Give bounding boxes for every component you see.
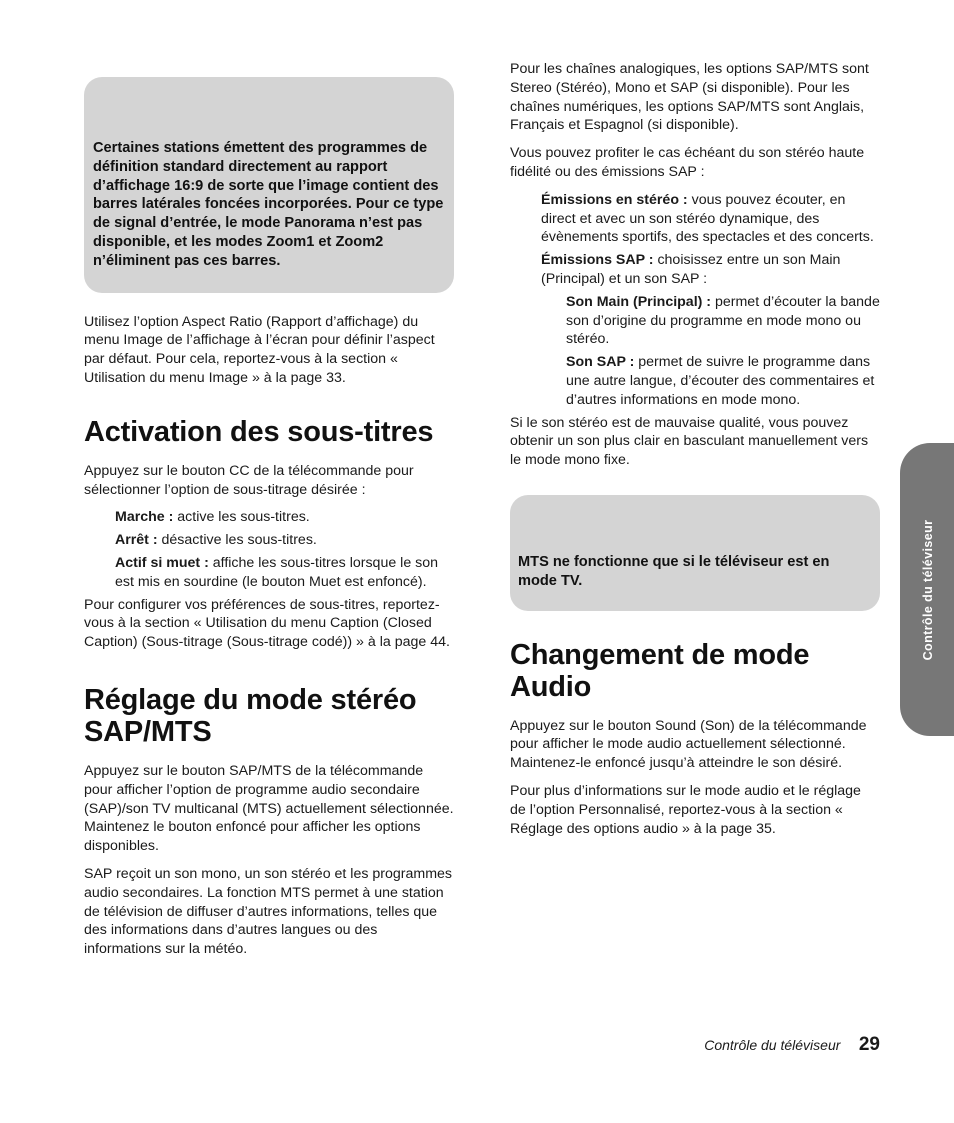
term: Arrêt :: [115, 532, 158, 549]
term: Émissions en stéréo :: [541, 191, 688, 208]
sap-broadcast-item: [510, 251, 880, 289]
sap-paragraph-1: Appuyez sur le bouton SAP/MTS de la télécommande pour afficher l’option de programme audio secondaire (SAP)/son TV multicanal (MTS) actuellement sélectionnée. Maintenez le bouton enfoncé pour afficher les options disponibles.: [84, 762, 454, 855]
audio-paragraph-2: Pour plus d’informations sur le mode audio et le réglage de l’option Personnalisé, reportez-vous à la section « Réglage des options audio » à la page 35.: [510, 782, 861, 837]
audio-heading: [510, 639, 880, 703]
subtitle-option-off: [84, 531, 454, 550]
note-text: Certaines stations émettent des programmes de définition standard directement au rapport d’affichage 16:9 de sorte que l’image contient des barres latérales foncées incorporées. Pour ce type de signal d’entrée, le mode Panorama n’est pas disponible, et les modes Zoom1 et Zoom2 n’éliminent pas ces barres.: [93, 140, 444, 269]
desc: affiche les sous-titres lorsque le son est mis en sourdine (le bouton Muet est enfoncé).: [115, 554, 439, 590]
chapter-side-tab-label: Contrôle du téléviseur: [921, 519, 935, 661]
subtitle-option-mute: [84, 554, 454, 592]
term: Son Main (Principal) :: [566, 293, 712, 310]
audio-heading-line2: Audio: [510, 670, 592, 703]
left-column: [84, 77, 454, 968]
note-box: [84, 77, 454, 293]
mono-paragraph: Si le son stéréo est de mauvaise qualité, vous pouvez obtenir un son plus clair en basculant manuellement vers le mode mono fixe.: [510, 414, 869, 469]
term: Actif si muet :: [115, 554, 209, 571]
term: Émissions SAP :: [541, 252, 654, 269]
desc: vous pouvez écouter, en direct et avec un son stéréo dynamique, des évènements sportifs, des spectacles et des concerts.: [541, 191, 874, 246]
right-column: [510, 60, 880, 847]
mts-note-text: MTS ne fonctionne que si le téléviseur est en mode TV.: [518, 553, 830, 589]
stereo-broadcast-item: [510, 191, 880, 247]
page-number: 29: [858, 1034, 880, 1055]
sap-heading-line2: SAP/MTS: [84, 715, 212, 748]
desc: choisissez entre un son Main (Principal) et un son SAP :: [541, 252, 841, 287]
footer-chapter-title: Contrôle du téléviseur: [704, 1037, 841, 1053]
main-sound-item: [510, 293, 880, 349]
sap-sound-item: [510, 353, 880, 409]
subtitles-heading: Activation des sous-titres: [84, 415, 434, 448]
desc: active les sous-titres.: [173, 509, 310, 526]
page-footer: [704, 1034, 880, 1056]
hifi-paragraph: Vous pouvez profiter le cas échéant du son stéréo haute fidélité ou des émissions SAP :: [510, 145, 865, 180]
mts-note-box: [510, 495, 880, 611]
audio-heading-line1: Changement de mode: [510, 638, 810, 671]
desc: désactive les sous-titres.: [157, 532, 317, 549]
desc: permet d’écouter la bande son d’origine du programme en mode mono ou stéréo.: [566, 293, 880, 348]
term: Marche :: [115, 509, 174, 526]
sap-paragraph-2: SAP reçoit un son mono, un son stéréo et les programmes audio secondaires. La fonction MTS permet à une station de télévision de diffuser d’autres informations, telles que des informations dans d’autres langues ou des informations sur la météo.: [84, 865, 453, 958]
audio-paragraph-1: Appuyez sur le bouton Sound (Son) de la télécommande pour afficher le mode audio actuellement sélectionné. Maintenez-le enfoncé jusqu’à atteindre le son désiré.: [510, 717, 867, 772]
subtitle-option-on: [84, 508, 454, 527]
aspect-ratio-paragraph: Utilisez l’option Aspect Ratio (Rapport d’affichage) du menu Image de l’affichage à l’écran pour définir l’aspect par défaut. Pour cela, reportez-vous à la section « Utilisation du menu Image » à la page 33.: [84, 313, 435, 386]
channels-paragraph: Pour les chaînes analogiques, les options SAP/MTS sont Stereo (Stéréo), Mono et SAP (si disponible). Pour les chaînes numériques, les options SAP/MTS sont Anglais, Français et Espagnol (si disponible).: [510, 61, 869, 134]
subtitles-intro: Appuyez sur le bouton CC de la télécommande pour sélectionner l’option de sous-titrage désirée :: [84, 462, 414, 498]
subtitles-outro: Pour configurer vos préférences de sous-titres, reportez-vous à la section « Utilisation du menu Caption (Closed Caption) (Sous-titrage (Sous-titrage codé)) » à la page 44.: [84, 596, 450, 651]
sap-heading: [84, 684, 454, 748]
desc: permet de suivre le programme dans une autre langue, d’écouter des commentaires et d’autres informations en mode mono.: [566, 354, 875, 408]
term: Son SAP :: [566, 354, 635, 371]
sap-heading-line1: Réglage du mode stéréo: [84, 683, 417, 716]
